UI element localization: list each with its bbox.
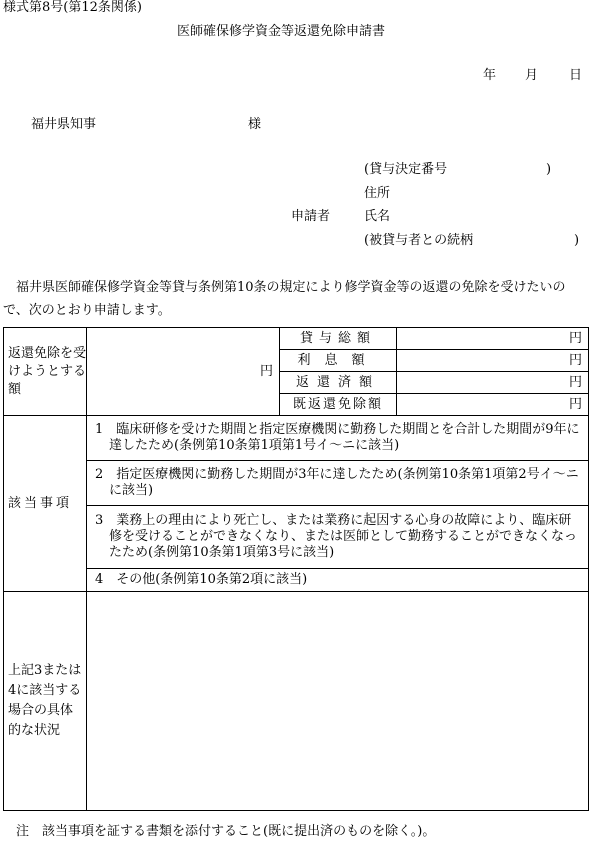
repaid-yen: 円 bbox=[397, 372, 589, 394]
addressee-honorific: 様 bbox=[248, 117, 262, 132]
addressee-name: 福井県知事 bbox=[31, 117, 97, 132]
previously-exempted-label: 既返還免除額 bbox=[280, 394, 397, 416]
application-body-text: 福井県医師確保修学資金等貸与条例第10条の規定により修学資金等の返還の免除を受けたいので、次のとおり申請します。 bbox=[3, 280, 566, 318]
loan-total-yen: 円 bbox=[397, 328, 589, 350]
form-number: 様式第8号(第12条関係) bbox=[3, 0, 142, 15]
date-month: 月 bbox=[525, 68, 539, 83]
date-day: 日 bbox=[569, 68, 583, 83]
items-label: 該当事項 bbox=[4, 416, 87, 592]
item-4 bbox=[87, 569, 589, 592]
name-label: 氏名 bbox=[364, 209, 391, 224]
relationship-close: ) bbox=[574, 233, 580, 248]
relationship-label: (被貸与者との続柄 bbox=[364, 233, 474, 248]
date-year: 年 bbox=[483, 68, 497, 83]
loan-number-label: (貸与決定番号 bbox=[364, 162, 448, 177]
previously-exempted-yen: 円 bbox=[397, 394, 589, 416]
loan-number-close: ) bbox=[546, 162, 552, 177]
note: 注 該当事項を証する書類を添付すること(既に提出済のものを除く。)。 bbox=[16, 824, 436, 839]
loan-total-label: 貸与総額 bbox=[280, 328, 397, 350]
repaid-label: 返還済額 bbox=[280, 372, 397, 394]
amount-label: 返還免除を受けようとする額 bbox=[4, 328, 87, 416]
form-title: 医師確保修学資金等返還免除申請書 bbox=[177, 24, 386, 39]
item-3-text: 3 業務上の理由により死亡し、または業務に起因する心身の故障により、臨床研修を受けることができなくなり、または医師として勤務することができなくなったため(条例第10条第1項第3号に該当) bbox=[95, 513, 578, 560]
situation-field[interactable] bbox=[87, 592, 589, 811]
situation-label: 上記3または4に該当する場合の具体的な状況 bbox=[4, 592, 87, 811]
applicant-role: 申請者 bbox=[291, 209, 331, 224]
item-1 bbox=[87, 416, 589, 461]
item-4-text: 4 その他(条例第10条第2項に該当) bbox=[95, 572, 308, 587]
interest-label: 利息額 bbox=[280, 350, 397, 372]
item-1-text: 1 臨床研修を受けた期間と指定医療機関に勤務した期間とを合計した期間が9年に達したため(条例第10条第1項第1号イ～ニに該当) bbox=[95, 422, 580, 453]
interest-yen: 円 bbox=[397, 350, 589, 372]
application-table bbox=[3, 327, 589, 811]
amount-yen-unit: 円 bbox=[87, 328, 280, 416]
item-2 bbox=[87, 461, 589, 506]
address-label: 住所 bbox=[364, 186, 391, 201]
item-2-text: 2 指定医療機関に勤務した期間が3年に達したため(条例第10条第1項第2号イ～ニに該当) bbox=[95, 467, 579, 498]
item-3 bbox=[87, 506, 589, 569]
